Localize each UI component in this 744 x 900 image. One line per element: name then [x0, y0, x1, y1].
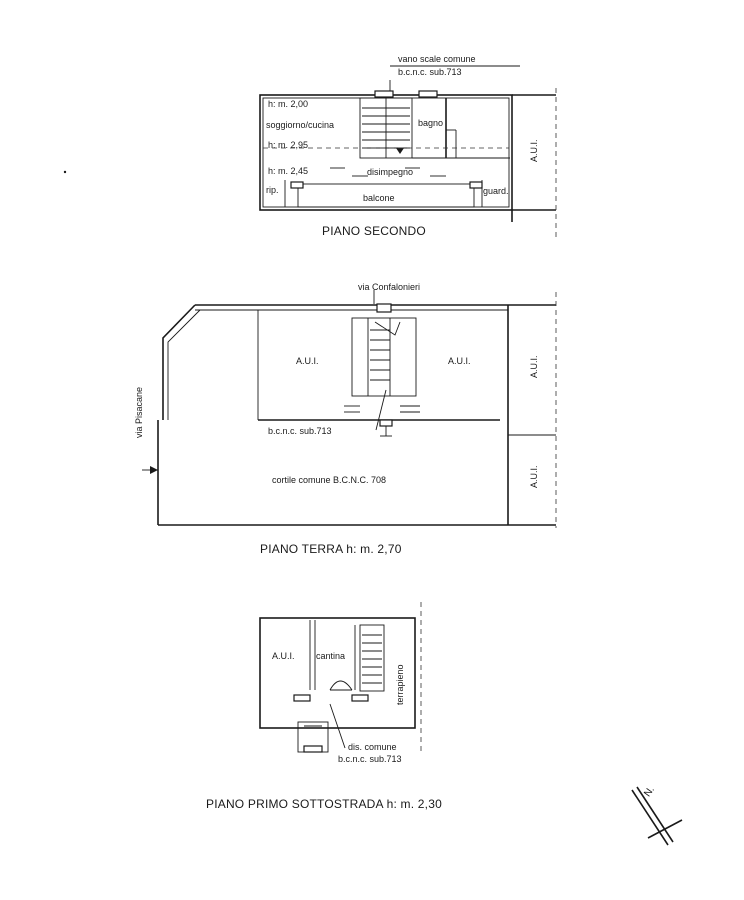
height-200-label: h: m. 2,00 — [268, 99, 309, 109]
bcnc-label-terra: b.c.n.c. sub.713 — [268, 426, 332, 436]
via-pisacane-label: via Pisacane — [134, 386, 144, 438]
terrapieno-label: terrapieno — [395, 664, 405, 705]
height-295-label: h: m. 2,95 — [268, 140, 309, 150]
ripostiglio-label: rip. — [266, 185, 279, 195]
balcone-label: balcone — [363, 193, 395, 203]
bagno-label: bagno — [418, 118, 444, 128]
aui-label-secondo: A.U.I. — [529, 139, 539, 162]
cortile-comune-label: cortile comune B.C.N.C. 708 — [272, 475, 387, 485]
north-arrow — [632, 784, 682, 845]
dis-comune-label: dis. comune — [348, 742, 397, 752]
piano-terra-plan — [142, 290, 556, 528]
guardaroba-label: guard. — [483, 186, 509, 196]
aui-label-terra-right-bottom: A.U.I. — [529, 465, 539, 488]
piano-secondo-plan — [260, 66, 556, 238]
disimpegno-label: disimpegno — [367, 167, 414, 177]
soggiorno-cucina-label: soggiorno/cucina — [266, 120, 335, 130]
cantina-label: cantina — [316, 651, 346, 661]
piano-secondo-title: PIANO SECONDO — [322, 224, 426, 238]
aui-label-sottostrada: A.U.I. — [272, 651, 295, 661]
vano-scale-label-2: b.c.n.c. sub.713 — [398, 67, 462, 77]
aui-label-terra-right-top: A.U.I. — [529, 355, 539, 378]
piano-sottostrada-title: PIANO PRIMO SOTTOSTRADA h: m. 2,30 — [206, 797, 442, 811]
aui-label-terra-center: A.U.I. — [448, 356, 471, 366]
bcnc-label-sottostrada: b.c.n.c. sub.713 — [338, 754, 402, 764]
vano-scale-label-1: vano scale comune — [398, 54, 476, 64]
aui-label-terra-left: A.U.I. — [296, 356, 319, 366]
piano-terra-title: PIANO TERRA h: m. 2,70 — [260, 542, 402, 556]
via-confalonieri-label: via Confalonieri — [358, 282, 421, 292]
height-245-label: h: m. 2,45 — [268, 166, 309, 176]
north-label: N. — [642, 784, 657, 799]
